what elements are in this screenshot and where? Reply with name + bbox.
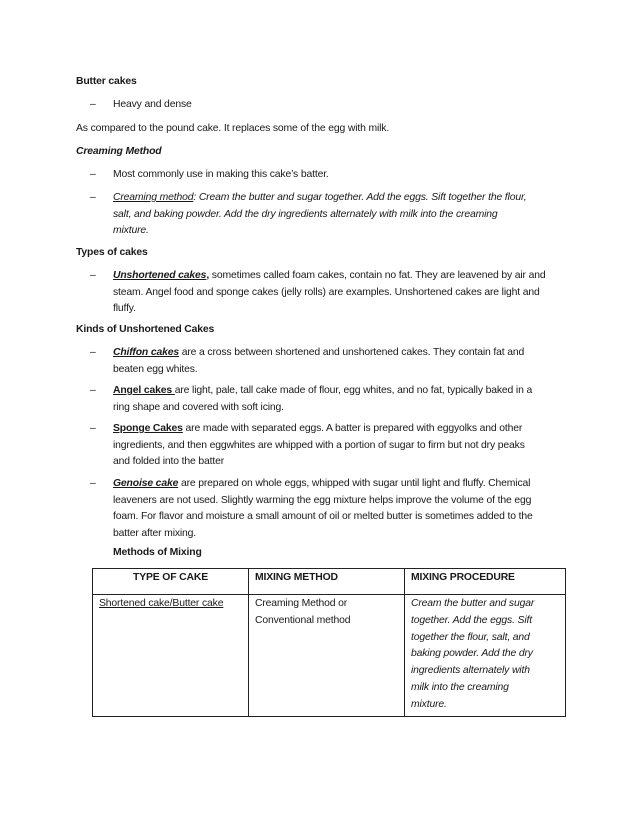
bullet-text: and folded into the batter bbox=[113, 456, 225, 468]
column-header-mixing-method: MIXING METHOD bbox=[249, 569, 405, 595]
term-comma: , bbox=[206, 270, 210, 281]
bullet-dash: – bbox=[90, 270, 96, 281]
term-sponge-cakes: Sponge Cakes bbox=[113, 423, 183, 434]
bullet-dash: – bbox=[90, 169, 96, 180]
procedure-text: together. Add the eggs. Sift bbox=[411, 614, 532, 626]
bullet-dash: – bbox=[90, 99, 96, 110]
method-text: Creaming Method or bbox=[255, 598, 348, 609]
bullet-text: ring shape and covered with soft icing. bbox=[113, 401, 284, 413]
procedure-text: baking powder. Add the dry bbox=[411, 648, 533, 660]
heading-butter-cakes: Butter cakes bbox=[76, 76, 137, 87]
term-chiffon-cakes: Chiffon cakes bbox=[113, 347, 179, 358]
bullet-dash: – bbox=[90, 385, 96, 396]
bullet-text: leaveners are not used. Slightly warming the egg mixture helps improve the volume of the egg bbox=[113, 494, 532, 506]
heading-types-of-cakes: Types of cakes bbox=[76, 247, 148, 258]
cake-type-text: Shortened cake/Butter cake bbox=[99, 598, 224, 609]
cell-type-of-cake bbox=[93, 595, 249, 717]
bullet-text: foam. For flavor and moisture a small amount of oil or melted butter is sometimes added to the bbox=[113, 511, 533, 523]
bullet-text: mixture. bbox=[113, 225, 149, 237]
bullet-text: are a cross between shortened and unshortened cakes. They contain fat and bbox=[179, 347, 525, 358]
bullet-text: fluffy. bbox=[113, 303, 136, 315]
procedure-text: milk into the creaming bbox=[411, 681, 509, 693]
term-angel-cakes: Angel cakes bbox=[113, 385, 175, 396]
method-text: Conventional method bbox=[255, 614, 351, 626]
cell-mixing-method bbox=[249, 595, 405, 717]
heading-creaming-method: Creaming Method bbox=[76, 146, 162, 157]
bullet-text: sometimes called foam cakes, contain no fat. They are leavened by air and bbox=[209, 270, 546, 281]
bullet-text: batter after mixing. bbox=[113, 527, 197, 539]
procedure-text: together the flour, salt, and bbox=[411, 631, 530, 643]
column-header-mixing-procedure: MIXING PROCEDURE bbox=[405, 569, 566, 595]
bullet-text: Most commonly use in making this cake’s batter. bbox=[113, 169, 329, 180]
bullet-text: : Cream the butter and sugar together. Add the eggs. Sift together the flour, bbox=[193, 192, 527, 203]
table-row bbox=[93, 595, 566, 717]
term-creaming-method: Creaming method bbox=[113, 192, 194, 203]
cell-mixing-procedure bbox=[405, 595, 566, 717]
column-header-type-of-cake: TYPE OF CAKE bbox=[93, 569, 249, 595]
bullet-text: salt, and baking powder. Add the dry ingredients alternately with milk into the creaming bbox=[113, 208, 498, 220]
bullet-text: Heavy and dense bbox=[113, 99, 192, 110]
bullet-text: are prepared on whole eggs, whipped with sugar until light and fluffy. Chemical bbox=[178, 478, 531, 489]
bullet-dash: – bbox=[90, 478, 96, 489]
term-unshortened-cakes: Unshortened cakes bbox=[113, 270, 207, 281]
bullet-text: are light, pale, tall cake made of flour, egg whites, and no fat, typically baked in a bbox=[174, 385, 533, 396]
table-header-row bbox=[93, 569, 566, 595]
bullet-dash: – bbox=[90, 347, 96, 358]
bullet-text: beaten egg whites. bbox=[113, 363, 198, 375]
bullet-text: ingredients, and then eggwhites are whipped with a portion of sugar to firm but not dry peaks bbox=[113, 439, 525, 451]
bullet-text: are made with separated eggs. A batter is prepared with eggyolks and other bbox=[182, 423, 523, 434]
procedure-text: Cream the butter and sugar bbox=[411, 598, 535, 609]
heading-kinds-unshortened: Kinds of Unshortened Cakes bbox=[76, 324, 215, 335]
bullet-dash: – bbox=[90, 423, 96, 434]
bullet-text: steam. Angel food and sponge cakes (jelly rolls) are examples. Unshortened cakes are light and bbox=[113, 286, 540, 298]
paragraph-butter-note: As compared to the pound cake. It replaces some of the egg with milk. bbox=[76, 123, 390, 134]
procedure-text: mixture. bbox=[411, 698, 447, 710]
procedure-text: ingredients alternately with bbox=[411, 665, 530, 677]
heading-methods-of-mixing: Methods of Mixing bbox=[113, 547, 202, 558]
bullet-dash: – bbox=[90, 192, 96, 203]
term-genoise-cake: Genoise cake bbox=[113, 478, 179, 489]
mixing-methods-table bbox=[92, 568, 566, 717]
